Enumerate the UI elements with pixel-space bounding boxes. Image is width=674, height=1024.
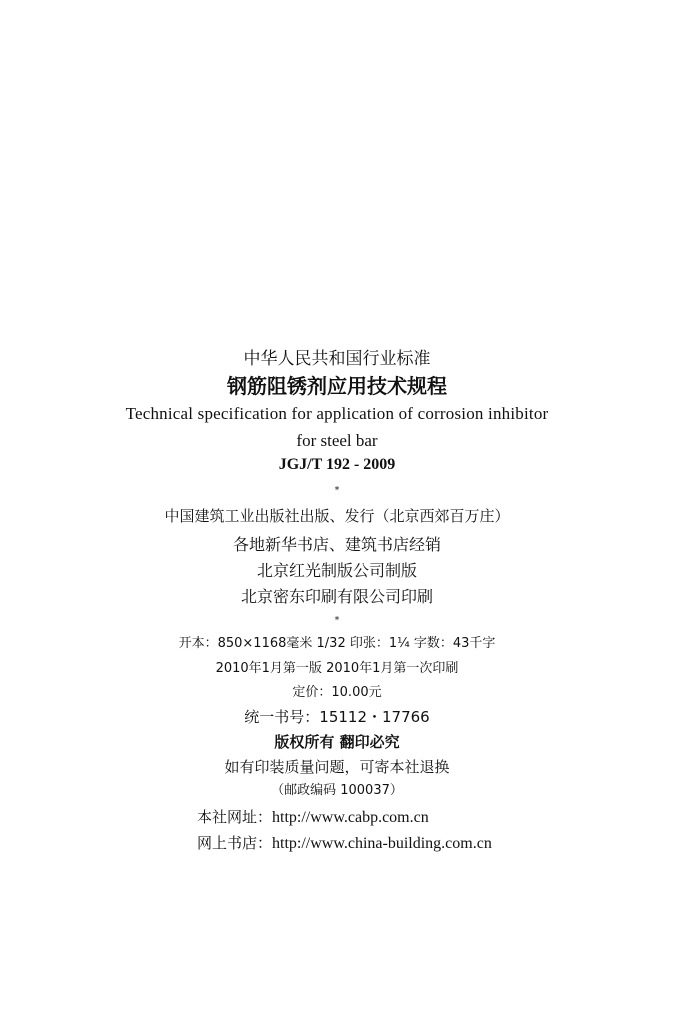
publisher-line: 中国建筑工业出版社出版、发行（北京西郊百万庄） bbox=[164, 507, 510, 525]
bookstore-row bbox=[197, 836, 492, 852]
website-label: 本社网址： bbox=[197, 808, 273, 826]
standard-code: JGJ/T 192 - 2009 bbox=[278, 456, 396, 473]
separator-asterisk: * bbox=[334, 486, 340, 496]
printer-line: 北京密东印刷有限公司印刷 bbox=[240, 587, 433, 606]
book-title-english-line1: Technical specification for application of corrosion inhibitor bbox=[125, 404, 549, 423]
price-line: 定价：10.00元 bbox=[292, 685, 382, 700]
standard-category-title: 中华人民共和国行业标准 bbox=[243, 349, 431, 369]
book-title-chinese: 钢筋阻锈剂应用技术规程 bbox=[227, 374, 447, 398]
book-number-line: 统一书号：15112・17766 bbox=[244, 708, 430, 726]
edition-line: 2010年1月第一版 2010年1月第一次印刷 bbox=[215, 661, 459, 676]
copyright-notice: 版权所有 翻印必究 bbox=[274, 733, 400, 751]
website-row bbox=[197, 810, 429, 826]
quality-notice: 如有印装质量问题，可寄本社退换 bbox=[224, 758, 450, 776]
typesetter-line: 北京红光制版公司制版 bbox=[256, 561, 417, 580]
website-url: http://www.cabp.com.cn bbox=[272, 809, 429, 826]
format-specs-line: 开本：850×1168毫米 1/32 印张：1¼ 字数：43千字 bbox=[178, 636, 496, 651]
distributor-line: 各地新华书店、建筑书店经销 bbox=[232, 535, 441, 554]
postal-code-line: （邮政编码 100037） bbox=[271, 783, 403, 798]
separator-asterisk: * bbox=[334, 616, 340, 626]
bookstore-label: 网上书店： bbox=[197, 834, 273, 852]
bookstore-url: http://www.china-building.com.cn bbox=[272, 835, 492, 852]
book-title-english-line2: for steel bar bbox=[296, 431, 378, 450]
